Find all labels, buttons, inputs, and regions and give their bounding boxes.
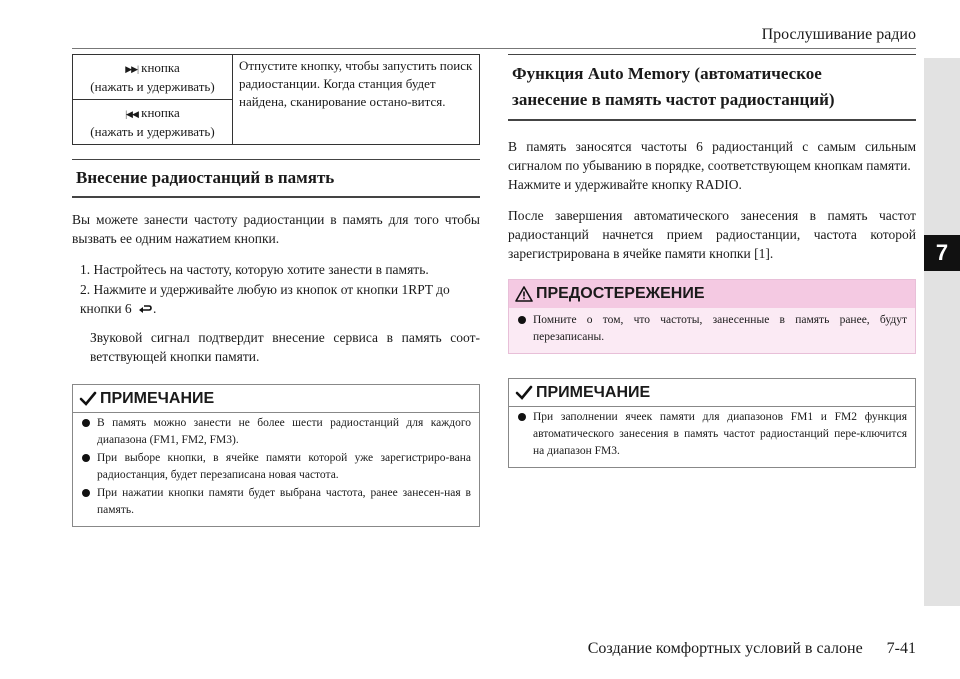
- next-track-icon: ▶▶|: [125, 64, 138, 74]
- bullet-icon: [82, 454, 90, 462]
- warning-item: Помните о том, что частоты, занесенные в память ранее, будут перезаписаны.: [517, 312, 907, 346]
- memory-steps: [72, 260, 480, 318]
- page-footer: [564, 640, 916, 658]
- auto-memory-para1: В память заносятся частоты 6 радиостанций с самым сильным сигналом по убыванию в порядке, соответствующем кнопкам памяти.: [508, 139, 916, 173]
- step-2-text: 2. Нажмите и удерживайте любую из кнопок от кнопки 1RPT до кнопки 6: [80, 282, 450, 316]
- step-2-suffix: .: [153, 301, 157, 316]
- key-label: кнопка: [141, 60, 180, 75]
- footer-page-number: 7-41: [886, 640, 916, 657]
- bullet-icon: [518, 316, 526, 324]
- left-column: [72, 54, 480, 527]
- note-item: В память можно занести не более шести радиостанций для каждого диапазона (FM1, FM2, FM3).: [81, 415, 471, 449]
- chapter-side-tab: [924, 58, 960, 606]
- warning-header: [509, 280, 915, 308]
- footer-section: Создание комфортных условий в салоне: [587, 640, 863, 657]
- bullet-icon: [82, 489, 90, 497]
- memory-confirm: Звуковой сигнал подтвердит внесение сервиса в память соот-ветствующей кнопки памяти.: [90, 330, 480, 364]
- note-box-right: [508, 378, 916, 468]
- note-title: ПРИМЕЧАНИЕ: [536, 383, 651, 401]
- header-rule: [72, 48, 916, 49]
- auto-memory-para1b: Нажмите и удерживайте кнопку RADIO.: [508, 177, 742, 192]
- auto-memory-para2: После завершения автоматического занесения в память частот радиостанций начнется прием радиостанции, частота которой зарегистрирована в ячейке памяти кнопки [1].: [508, 208, 916, 261]
- note-item: При выборе кнопки, в ячейке памяти которой уже зарегистриро-вана радиостанция, будет перезаписана новая частота.: [81, 450, 471, 484]
- key-note: (нажать и удерживать): [90, 124, 215, 139]
- key-table: [72, 54, 480, 145]
- note-item: При заполнении ячеек памяти для диапазонов FM1 и FM2 функция автоматического занесения в память частот радиостанций пере-ключится на диапазон FM3.: [517, 409, 907, 460]
- pencil-check-icon: [515, 384, 533, 402]
- note-header: [73, 385, 479, 413]
- step-2: [80, 280, 480, 318]
- prev-track-icon: |◀◀: [125, 109, 138, 119]
- bullet-icon: [82, 419, 90, 427]
- key-cell-prev: [73, 100, 233, 145]
- warning-title: ПРЕДОСТЕРЕЖЕНИЕ: [536, 285, 705, 302]
- right-column: [508, 54, 916, 468]
- note-title: ПРИМЕЧАНИЕ: [100, 389, 215, 407]
- key-cell-next: [73, 55, 233, 100]
- section-title-memory: Внесение радиостанций в память: [72, 159, 480, 198]
- note-box-left: [72, 384, 480, 527]
- bullet-icon: [518, 413, 526, 421]
- memory-intro: Вы можете занести частоту радиостанции в память для того чтобы вызвать ее одним нажатием кнопки.: [72, 212, 480, 246]
- return-arrow-icon: [138, 304, 153, 315]
- note-list: [509, 407, 915, 467]
- note-item: При нажатии кнопки памяти будет выбрана частота, ранее занесен-ная в память.: [81, 485, 471, 519]
- pencil-check-icon: [79, 390, 97, 408]
- warning-list: [509, 308, 915, 353]
- page-header-title: Прослушивание радио: [761, 26, 916, 43]
- key-description: Отпустите кнопку, чтобы запустить поиск радиостанции. Когда станция будет найдена, сканирование остано-вится.: [233, 55, 480, 145]
- warning-triangle-icon: [515, 286, 533, 302]
- step-1: 1. Настройтесь на частоту, которую хотите занести в память.: [80, 262, 429, 277]
- key-note: (нажать и удерживать): [90, 79, 215, 94]
- note-header: [509, 379, 915, 407]
- warning-box: [508, 279, 916, 354]
- note-list: [73, 413, 479, 526]
- chapter-number: 7: [924, 235, 960, 271]
- key-label: кнопка: [141, 105, 180, 120]
- section-title-auto-memory: Функция Auto Memory (автоматическое занесение в память частот радиостанций): [508, 54, 916, 121]
